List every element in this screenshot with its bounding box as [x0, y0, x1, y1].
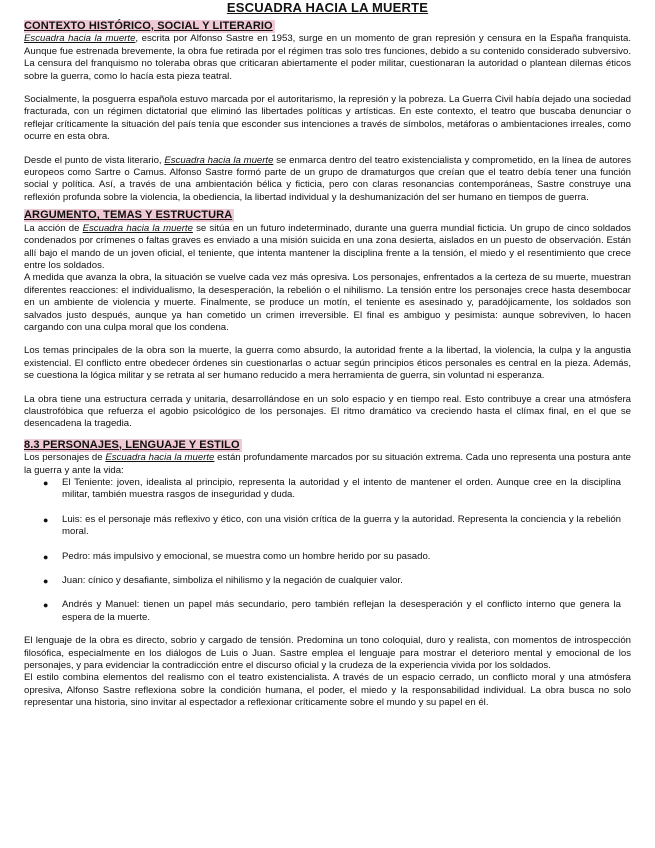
bullet-icon: ● [43, 551, 49, 562]
work-title: Escuadra hacia la muerte [105, 452, 215, 464]
list-item: ● El Teniente: joven, idealista al principio, representa la autoridad y el intento de mantener el orden. Aunque cree en la disciplina militar, también muestra rasgos de inseguridad y duda. [43, 477, 621, 501]
list-item: ● Juan: cínico y desafiante, simboliza el nihilismo y la negación de cualquier valor. [43, 575, 403, 587]
list-item: ● Pedro: más impulsivo y emocional, se muestra como un hombre herido por su pasado. [43, 550, 431, 562]
bullet-icon: ● [43, 600, 49, 611]
list-item: ● Luis: es el personaje más reflexivo y ético, con una visión crítica de la guerra y la autoridad. Representa la conciencia y la rebelión moral. [43, 513, 621, 538]
section-heading-argument: ARGUMENTO, TEMAS Y ESTRUCTURA [24, 209, 233, 222]
paragraph: Desde el punto de vista literario, Escuadra hacia la muerte se enmarca dentro del teatro existencialista y comprometido, en la línea de autores europeos como Sartre o Camus. Alfonso Sastre formó parte de un grupo de dramaturgos que creían que el teatro debía tener una función social y política. Así, a través de una ambientación bélica y ficticia, pero con claras resonancias contemporáneas, Sastre construye una reflexión profunda sobre la violencia, la obediencia, la libertad individual y la deshumanización del ser humano en tiempos de guerra. [24, 154, 631, 203]
document-title: ESCUADRA HACIA LA MUERTE [226, 0, 429, 15]
bullet-icon: ● [43, 514, 49, 525]
paragraph: La acción de Escuadra hacia la muerte se sitúa en un futuro indeterminado, durante una guerra mundial ficticia. Un grupo de cinco soldados condenados por crímenes o faltas graves es enviado a una misión suicida en una zona desierta, aislados en un puesto de observación. Están allí bajo el mando de un joven oficial, el teniente, que intenta mantener la disciplina frente a la tensión, el miedo y el resentimiento que crece entre los soldados. [24, 222, 631, 271]
paragraph: El estilo combina elementos del realismo con el teatro existencialista. A través de un espacio cerrado, un conflicto moral y una atmósfera opresiva, Alfonso Sastre reflexiona sobre la condición humana, el poder, el miedo y la responsabilidad individual. La obra busca no solo representar una historia, sino invitar al espectador a reflexionar críticamente sobre el mundo y su papel en él. [24, 672, 631, 709]
character-list [24, 477, 631, 624]
paragraph: Los personajes de Escuadra hacia la muerte están profundamente marcados por su situación extrema. Cada uno representa una postura ante la guerra y ante la vida: [24, 452, 631, 476]
section-characters [24, 439, 631, 710]
bullet-icon: ● [43, 478, 49, 488]
paragraph: Los temas principales de la obra son la muerte, la guerra como absurdo, la autoridad frente a la libertad, la violencia, la culpa y la angustia existencial. El conflicto entre obedecer órdenes sin cuestionarlas o actuar según principios éticos personales es central en la pieza. Además, se cuestiona la lógica militar y se retrata al ser humano reducido a mera herramienta de guerra, sin voluntad ni esperanza. [24, 345, 631, 382]
section-context [24, 20, 631, 204]
section-heading-context: CONTEXTO HISTÓRICO, SOCIAL Y LITERARIO [24, 20, 273, 32]
list-item: ● Andrés y Manuel: tienen un papel más secundario, pero también reflejan la desesperación y el conflicto interno que genera la espera de la muerte. [43, 599, 621, 623]
work-title: Escuadra hacia la muerte [24, 33, 136, 45]
section-heading-characters: 8.3 PERSONAJES, LENGUAJE Y ESTILO [24, 438, 240, 451]
paragraph: La obra tiene una estructura cerrada y unitaria, desarrollándose en un solo espacio y en tiempo real. Esto contribuye a crear una atmósfera claustrofóbica que refuerza el agobio psicológico de los personajes. El ritmo dramático va creciendo hasta el clímax final, en el que se desencadena la tragedia. [24, 393, 631, 430]
paragraph: El lenguaje de la obra es directo, sobrio y cargado de tensión. Predomina un tono coloquial, duro y realista, con momentos de introspección filosófica, especialmente en los diálogos de Luis o Juan. Sastre emplea el lenguaje para mostrar el deterioro mental y emocional de los personajes, y para evidenciar la contradicción entre el discurso oficial y la crudeza de la experiencia vivida por los soldados. [24, 635, 631, 672]
paragraph: A medida que avanza la obra, la situación se vuelve cada vez más opresiva. Los personajes, enfrentados a la certeza de su muerte, muestran diferentes reacciones: el individualismo, la desesperación, la rebelión o el nihilismo. La tensión entre los personajes crece hasta desembocar en un ambiente de violencia y muerte. Finalmente, se produce un motín, el teniente es asesinado y, paradójicamente, los soldados son salvados justo después, aunque ya han cometido un crimen irreversible. El final es ambiguo y pesimista: aunque sobreviven, lo hacen cargando con una culpa moral que los condena. [24, 272, 631, 333]
paragraph: Socialmente, la posguerra española estuvo marcada por el autoritarismo, la represión y la pobreza. La Guerra Civil había dejado una sociedad fracturada, con un régimen dictatorial que eliminó las libertades políticas y artísticas. En este contexto, el teatro que buscaba denunciar o reflejar críticamente la situación del país tenía que esconder sus intenciones a través de símbolos, metáforas o ambientaciones irreales, como ocurre en esta obra. [24, 94, 631, 143]
section-argument [24, 209, 631, 431]
work-title: Escuadra hacia la muerte [82, 222, 193, 234]
work-title: Escuadra hacia la muerte [164, 154, 274, 166]
paragraph: Escuadra hacia la muerte, escrita por Alfonso Sastre en 1953, surge en un momento de gran represión y censura en la España franquista. Aunque fue estrenada brevemente, la obra fue retirada por el régimen tras solo tres funciones, debido a su contenido considerado subversivo. La censura del franquismo no toleraba obras que criticaran abiertamente el poder militar, cuestionaran la autoridad o plantean dilemas éticos sobre la guerra, como lo hacía esta pieza teatral. [24, 33, 631, 82]
bullet-icon: ● [43, 576, 49, 587]
